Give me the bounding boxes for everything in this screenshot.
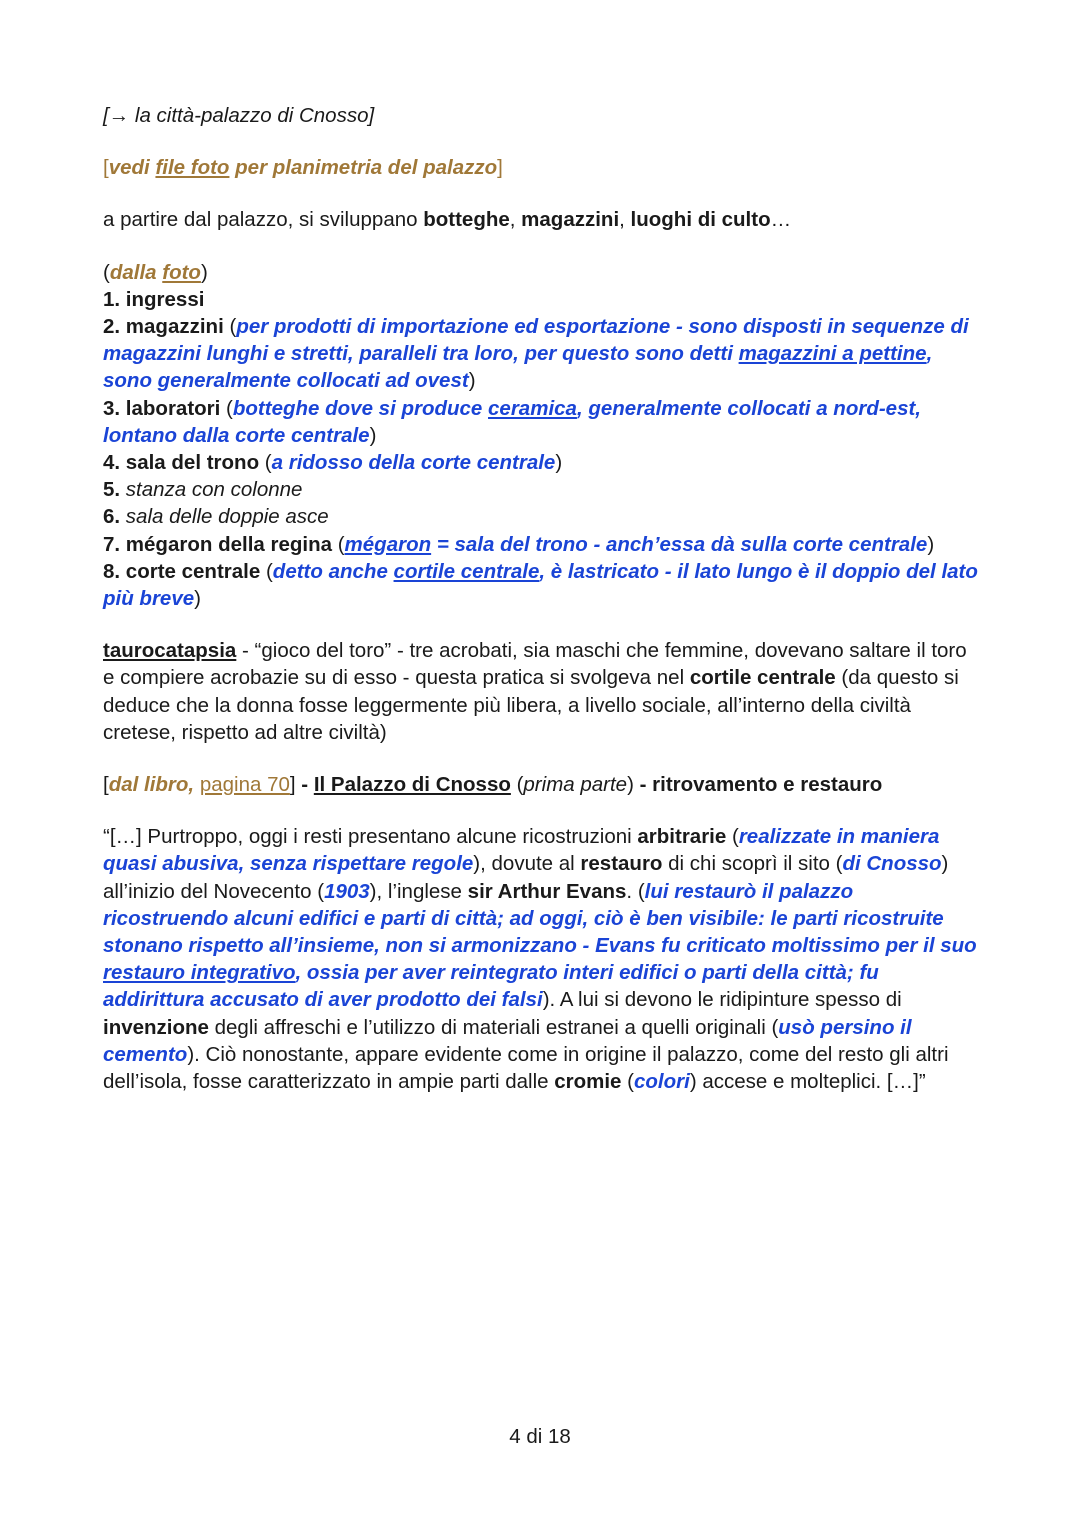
section-heading bbox=[103, 102, 983, 129]
taurocatapsia-paragraph: taurocatapsia - “gioco del toro” - tre acrobati, sia maschi che femmine, dovevano saltare il toro e compiere acrobazie su di esso - questa pratica si svolgeva nel cortile centrale (da questo si deduce che la donna fosse leggermente più libera, a livello sociale, all’interno della civiltà cretese, rispetto ad altre civiltà) bbox=[103, 639, 967, 744]
intro-paragraph: a partire dal palazzo, si sviluppano botteghe, magazzini, luoghi di culto… bbox=[103, 208, 792, 232]
list-item-laboratori: 3. laboratori (botteghe dove si produce ceramica, generalmente collocati a nord-est, lontano dalla corte centrale) bbox=[103, 396, 921, 447]
list-item-megaron: 7. mégaron della regina (mégaron = sala del trono - anch’essa dà sulla corte centrale) bbox=[103, 532, 935, 556]
photo-note: [vedi file foto per planimetria del palazzo] bbox=[103, 156, 503, 180]
from-photo-label: (dalla foto) bbox=[103, 260, 208, 284]
file-foto-link[interactable]: file foto bbox=[155, 156, 230, 180]
list-item-magazzini: 2. magazzini (per prodotti di importazione ed esportazione - sono disposti in sequenze di magazzini lunghi e stretti, paralleli tra loro, per questo sono detti magazzini a pettine, sono generalmente collocati ad ovest) bbox=[103, 315, 969, 393]
list-item-sala-del-trono: 4. sala del trono (a ridosso della corte centrale) bbox=[103, 451, 563, 475]
document-page bbox=[103, 102, 983, 1095]
rooms-list bbox=[103, 259, 983, 613]
list-item-sala-doppie-asce: 6. sala delle doppie asce bbox=[103, 505, 329, 529]
foto-link[interactable]: foto bbox=[162, 260, 201, 284]
quote-paragraph: “[…] Purtroppo, oggi i resti presentano alcune ricostruzioni arbitrarie (realizzate in maniera quasi abusiva, senza rispettare regole), dovute al restauro di chi scoprì il sito (di Cnosso) all’inizio del Novecento (1903), l’inglese sir Arthur Evans. (lui restaurò il palazzo ricostruendo alcuni edifici e parti di città; ad oggi, ciò è ben visibile: le parti ricostruite stonano rispetto all’insieme, non si armonizzano - Evans fu criticato moltissimo per il suo restauro integrativo, ossia per aver reintegrato interi edifici o parti della città; fu addirittura accusato di aver prodotto dei falsi). A lui si devono le ridipinture spesso di invenzione degli affreschi e l’utilizzo di materiali estranei a quelli originali (usò persino il cemento). Ciò nonostante, appare evidente come in origine il palazzo, come del resto gli altri dell’isola, fosse caratterizzato in ampie parti dalle cromie (colori) accese e molteplici. […]” bbox=[103, 825, 977, 1094]
list-item-ingressi: 1. ingressi bbox=[103, 287, 205, 311]
page-number: 4 di 18 bbox=[509, 1425, 571, 1448]
pagina-link[interactable]: pagina 70 bbox=[199, 773, 290, 797]
list-item-stanza-con-colonne: 5. stanza con colonne bbox=[103, 478, 303, 502]
list-item-corte-centrale: 8. corte centrale (detto anche cortile centrale, è lastricato - il lato lungo è il doppio del lato più breve) bbox=[103, 559, 978, 611]
book-reference: [dal libro, pagina 70] - Il Palazzo di Cnosso (prima parte) - ritrovamento e restauro bbox=[103, 773, 883, 797]
heading-link-text: [→ la città-palazzo di Cnosso] bbox=[103, 104, 375, 127]
